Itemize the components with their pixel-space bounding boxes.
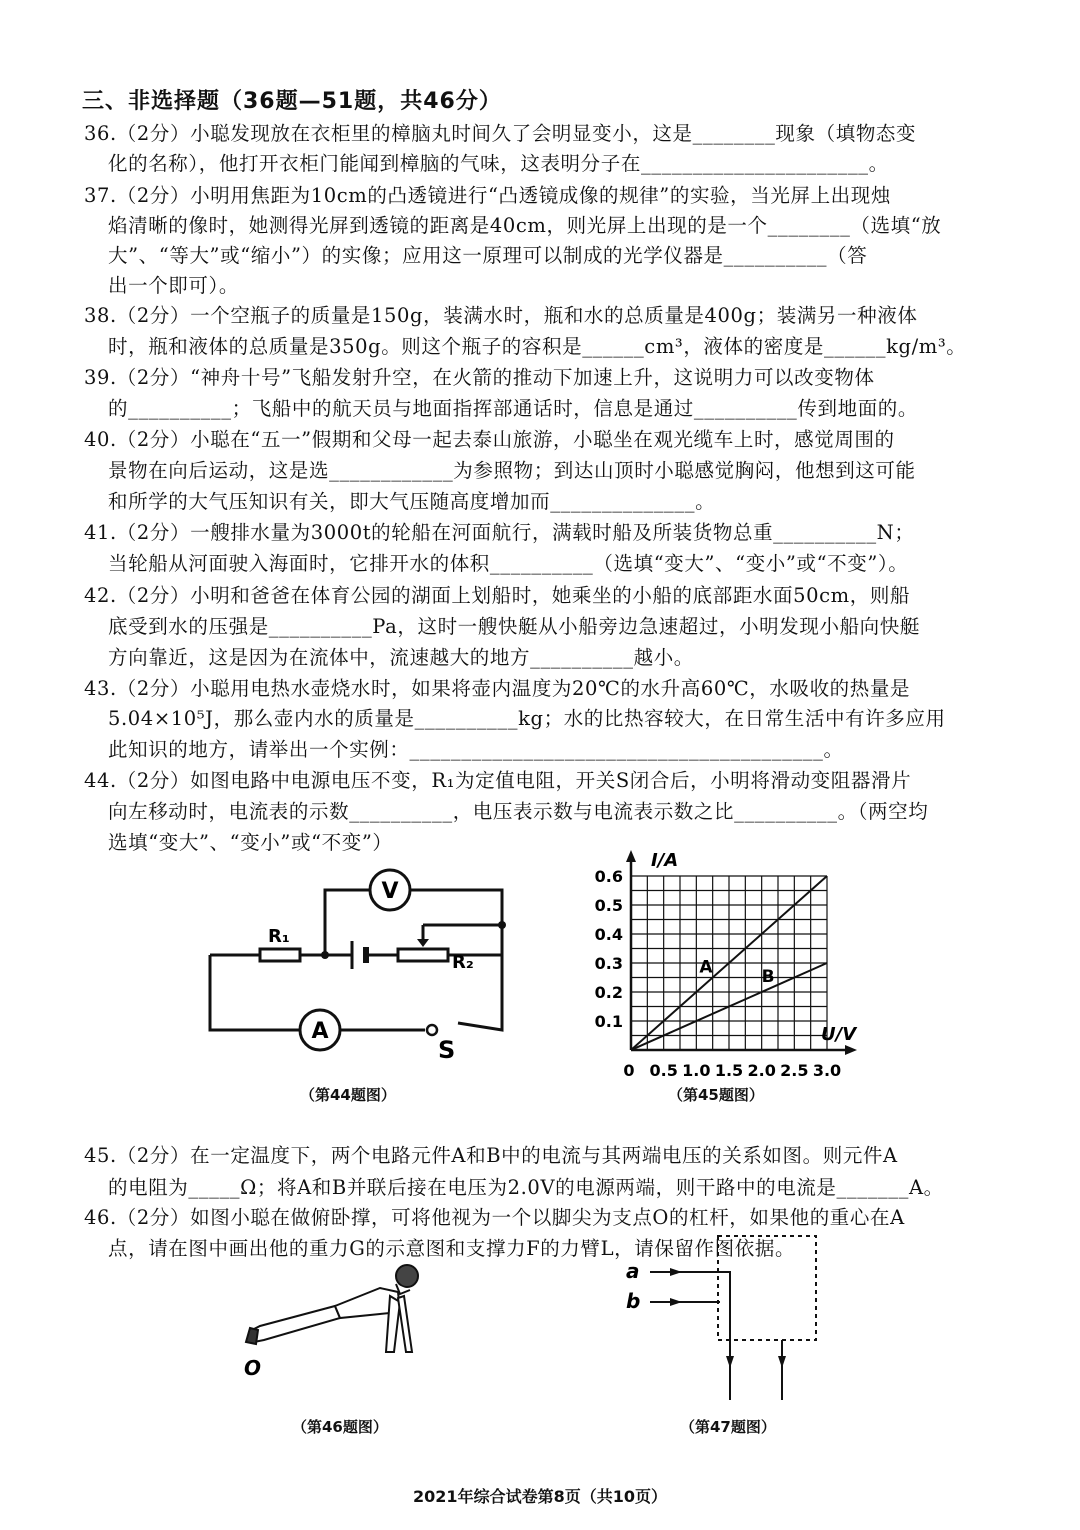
x-axis-label: U/V (821, 1024, 857, 1045)
ammeter-label: A (311, 1019, 329, 1044)
fig45-caption: （第45题图） (668, 1086, 764, 1104)
question-line: 出一个即可）。 (108, 274, 239, 297)
question-line: 底受到水的压强是__________Pa，这时一艘快艇从小船旁边急速超过，小明发现小船向快艇 (108, 615, 920, 638)
series-label-B: B (761, 967, 775, 987)
y-tick-label: 0.3 (594, 954, 623, 973)
y-axis-arrow (626, 850, 636, 862)
question-line: 5.04×10⁵J，那么壶内水的质量是__________kg；水的比热容较大，在日常生活中有许多应用 (108, 707, 946, 730)
series-label-A: A (699, 957, 713, 978)
question-line: 方向靠近，这是因为在流体中，流速越大的地方__________越小。 (108, 646, 694, 669)
question-line: 36.（2分）小聪发现放在衣柜里的樟脑丸时间久了会明显变小，这是________现象（填物态变 (84, 122, 917, 145)
x-tick-label: 3.0 (812, 1061, 842, 1080)
fig45-iu-graph (585, 838, 865, 1083)
question-line: 化的名称），他打开衣柜门能闻到樟脑的气味，这表明分子在______________________。 (108, 152, 889, 175)
question-line: 43.（2分）小聪用电热水壶烧水时，如果将壶内温度为20℃的水升高60℃，水吸收的热量是 (84, 677, 911, 700)
question-line: 38.（2分）一个空瓶子的质量是150g，装满水时，瓶和水的总质量是400g；装满另一种液体 (84, 304, 918, 327)
question-line: 的电阻为_____Ω；将A和B并联后接在电压为2.0V的电源两端，则干路中的电流是_______A。 (108, 1176, 944, 1199)
question-line: 44.（2分）如图电路中电源电压不变，R₁为定值电阻，开关S闭合后，小明将滑动变阻器滑片 (84, 769, 912, 792)
y-tick-label: 0.1 (594, 1012, 623, 1031)
x-tick-label: 1.0 (682, 1061, 711, 1080)
question-line: 大”、“等大”或“缩小”）的实像；应用这一原理可以制成的光学仪器是__________（答 (108, 244, 868, 267)
x-tick-label: 1.5 (714, 1061, 744, 1080)
question-line: 和所学的大气压知识有关，即大气压随高度增加而______________。 (108, 490, 716, 513)
x-tick-label: 2.0 (747, 1061, 776, 1080)
fig47-caption: （第47题图） (680, 1418, 776, 1436)
x-tick-label: 2.5 (780, 1061, 809, 1080)
page-footer: 2021年综合试卷第8页（共10页） (413, 1487, 667, 1506)
y-tick-label: 0.2 (594, 983, 623, 1002)
fig46-pushup-diagram (240, 1262, 430, 1387)
fig46-caption: （第46题图） (292, 1418, 388, 1436)
x-tick-label: 0 (623, 1061, 635, 1080)
question-line: 当轮船从河面驶入海面时，它排开水的体积__________（选填“变大”、“变小”或“不变”）。 (108, 552, 909, 575)
wire-b-label: b (626, 1289, 641, 1313)
question-line: 39.（2分）“神舟十号”飞船发射升空，在火箭的推动下加速上升，这说明力可以改变物体 (84, 366, 875, 389)
y-tick-label: 0.4 (594, 925, 623, 944)
section-title: 三、非选择题（36题—51题，共46分） (82, 89, 502, 114)
question-line: 景物在向后运动，这是选____________为参照物；到达山顶时小聪感觉胸闷，他想到这可能 (108, 459, 916, 482)
question-line: 41.（2分）一艘排水量为3000t的轮船在河面航行，满载时船及所装货物总重__________N； (84, 521, 915, 544)
question-line: 37.（2分）小明用焦距为10cm的凸透镜进行“凸透镜成像的规律”的实验，当光屏上出现烛 (84, 184, 891, 207)
x-axis-arrow (845, 1045, 857, 1055)
question-line: 40.（2分）小聪在“五一”假期和父母一起去泰山旅游，小聪坐在观光缆车上时，感觉周围的 (84, 428, 895, 451)
r2-label: R₂ (452, 952, 474, 973)
r1-label: R₁ (268, 926, 290, 947)
question-line: 向左移动时，电流表的示数__________，电压表示数与电流表示数之比__________。（两空均 (108, 800, 929, 823)
question-line: 时，瓶和液体的总质量是350g。则这个瓶子的容积是______cm³，液体的密度是______kg/m³。 (108, 335, 967, 358)
wire-a-label: a (626, 1259, 640, 1283)
question-line: 45.（2分）在一定温度下，两个电路元件A和B中的电流与其两端电压的关系如图。则元件A (84, 1144, 898, 1167)
fig47-black-box-diagram (620, 1228, 830, 1403)
question-line: 46.（2分）如图小聪在做俯卧撑，可将他视为一个以脚尖为支点O的杠杆，如果他的重心在A (84, 1206, 905, 1229)
y-tick-label: 0.6 (594, 867, 623, 886)
switch-label: S (438, 1036, 456, 1064)
voltmeter-label: V (381, 879, 399, 904)
question-line: 的__________；飞船中的航天员与地面指挥部通话时，信息是通过__________传到地面的。 (108, 397, 918, 420)
question-line: 42.（2分）小明和爸爸在体育公园的湖面上划船时，她乘坐的小船的底部距水面50cm，则船 (84, 584, 911, 607)
fig44-caption: （第44题图） (300, 1086, 396, 1104)
fig44-circuit-diagram (200, 855, 520, 1065)
y-tick-label: 0.5 (594, 896, 623, 915)
question-line: 焰清晰的像时，她测得光屏到透镜的距离是40cm，则光屏上出现的是一个________（选填“放 (108, 214, 942, 237)
y-axis-label: I/A (651, 850, 679, 871)
x-tick-label: 0.5 (649, 1061, 678, 1080)
question-line: 选填“变大”、“变小”或“不变”） (108, 831, 393, 854)
pivot-label: O (244, 1356, 262, 1380)
question-line: 点，请在图中画出他的重力G的示意图和支撑力F的力臂L，请保留作图依据。 (108, 1237, 796, 1260)
question-line: 此知识的地方，请举出一个实例：________________________________________。 (108, 738, 844, 761)
